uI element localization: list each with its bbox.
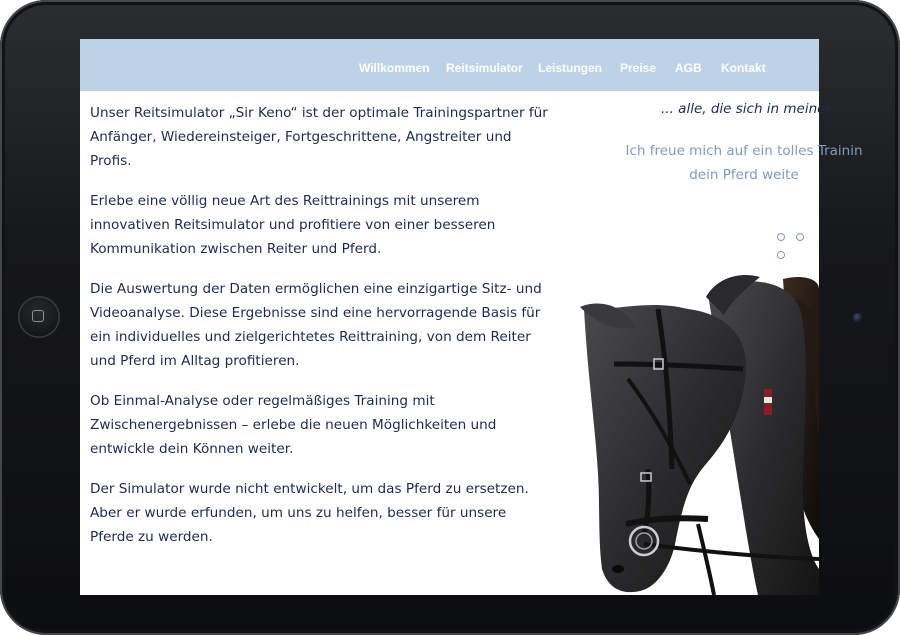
paragraph: Die Auswertung der Daten ermöglichen eine einzigartige Sitz- und Videoanalyse. Diese Ergebnisse sind eine hervorragende Basis für ein individuelles und zielgerichtetes Reittraining, von dem Reiter und Pferd im Alltag profitieren.: [90, 281, 542, 369]
horse-head-illustration: [578, 269, 819, 595]
nav-item-reitsimulator[interactable]: Reitsimulator: [446, 61, 523, 75]
home-button[interactable]: [18, 296, 60, 338]
main-navigation: [80, 39, 819, 91]
intro-text: [90, 101, 552, 565]
slider-dots: [777, 228, 819, 264]
paragraph: Unser Reitsimulator „Sir Keno“ ist der optimale Trainingspartner für Anfänger, Wiedereinsteiger, Fortgeschrittene, Angstreiter und Profis.: [90, 105, 548, 169]
testimonial-text: [594, 139, 894, 187]
camera-icon: [853, 313, 862, 322]
screen: [80, 39, 863, 595]
testimonial-line: Ich freue mich auf ein tolles Trainin: [625, 143, 863, 159]
paragraph: Der Simulator wurde nicht entwickelt, um das Pferd zu ersetzen. Aber er wurde erfunden, um uns zu helfen, besser für unsere Pferde zu werden.: [90, 481, 529, 545]
testimonial-line: dein Pferd weite: [689, 167, 799, 183]
testimonial-heading: ... alle, die sich in meiner: [661, 101, 832, 117]
nav-item-kontakt[interactable]: Kontakt: [721, 61, 766, 75]
home-square-icon: [32, 310, 44, 322]
paragraph: Erlebe eine völlig neue Art des Reittrainings mit unserem innovativen Reitsimulator und profitiere von einer besseren Kommunikation zwischen Reiter und Pferd.: [90, 193, 496, 257]
nav-item-preise[interactable]: Preise: [620, 61, 657, 75]
nav-item-agb[interactable]: AGB: [675, 61, 702, 75]
nav-item-leistungen[interactable]: Leistungen: [538, 61, 603, 75]
paragraph: Ob Einmal-Analyse oder regelmäßiges Training mit Zwischenergebnissen – erlebe die neuen Möglichkeiten und entwickle dein Können weiter.: [90, 393, 497, 457]
slider-dot[interactable]: [796, 233, 804, 241]
slider-dot[interactable]: [777, 251, 785, 259]
horse-simulator-image: [578, 269, 819, 595]
nav-item-willkommen[interactable]: Willkommen: [359, 61, 430, 75]
slider-dot[interactable]: [777, 233, 785, 241]
